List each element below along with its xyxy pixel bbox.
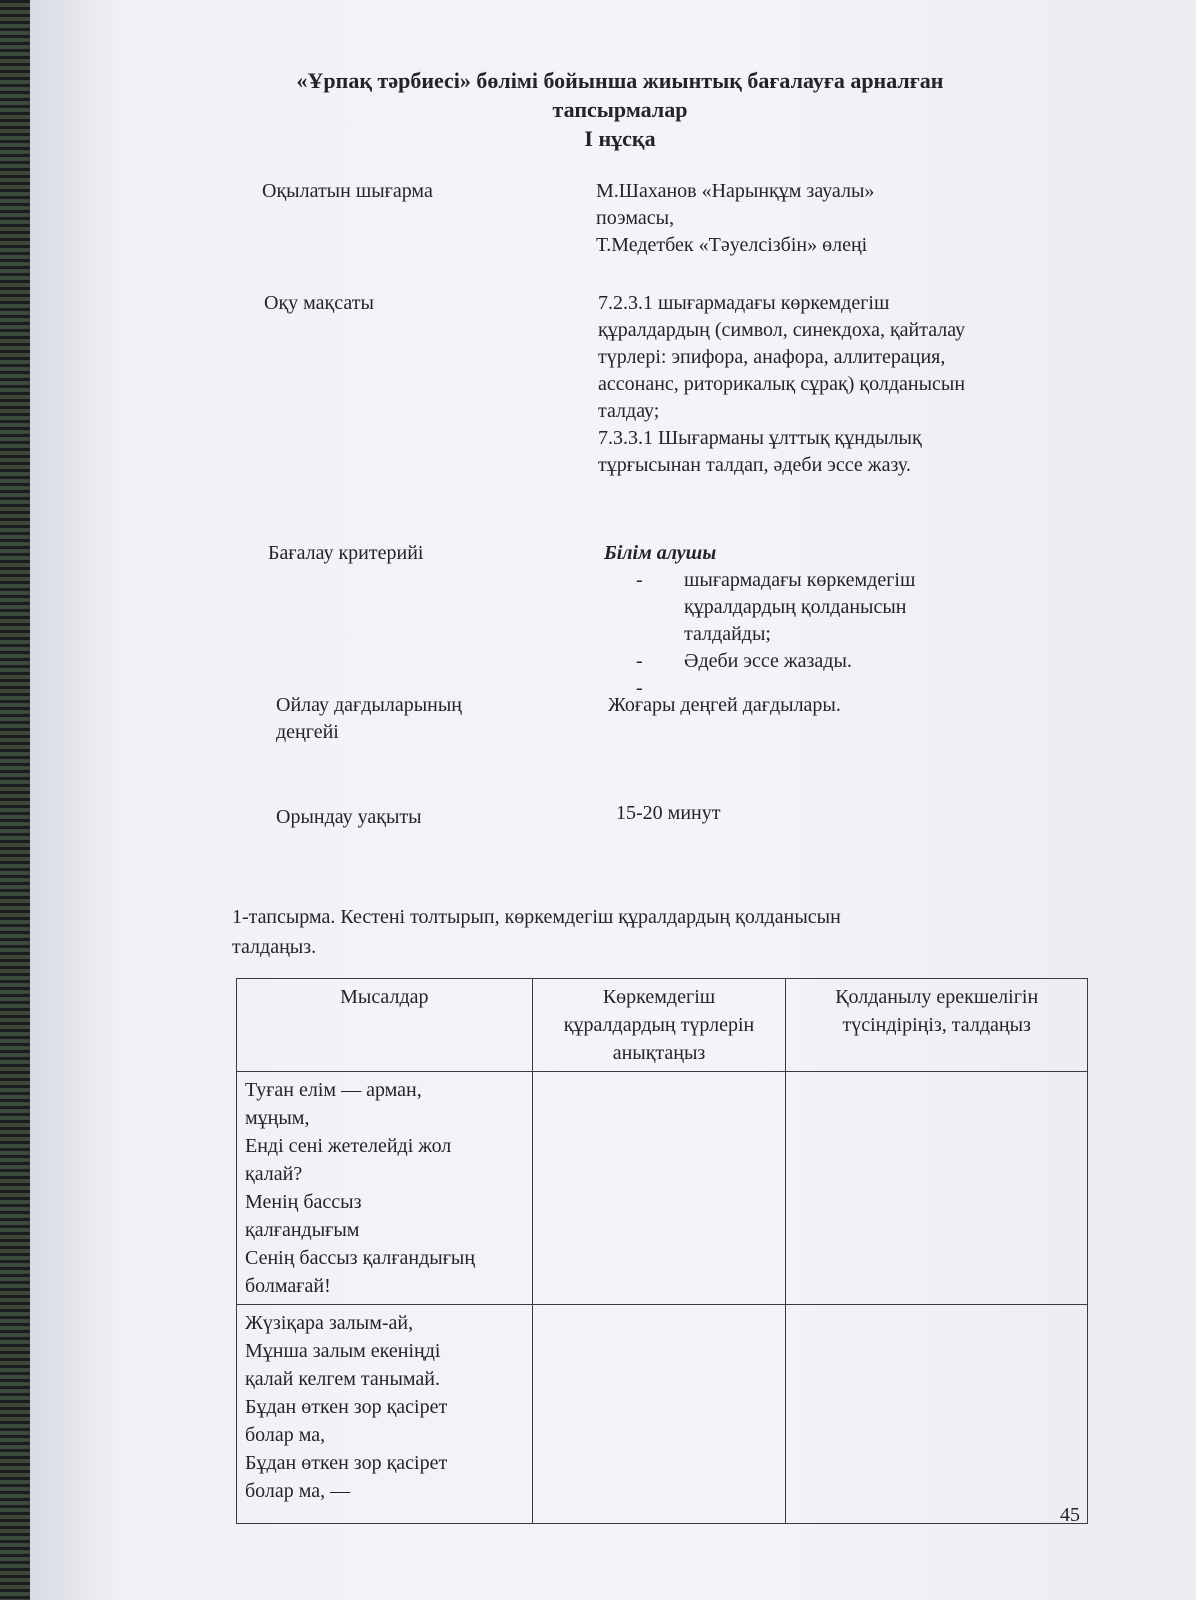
- work-line: Т.Медетбек «Тәуелсізбін» өлеңі: [596, 234, 868, 256]
- criteria-item: [636, 567, 915, 648]
- goal-line: түрлері: эпифора, анафора, аллитерация,: [598, 346, 946, 368]
- table-row: [237, 1072, 1088, 1305]
- header-line: Көркемдегіш: [602, 986, 716, 1008]
- work-line: поэмасы,: [596, 207, 675, 229]
- header-device-types: [532, 979, 786, 1072]
- time-value: 15-20 минут: [616, 802, 721, 824]
- poem-line: Мұнша залым екеніңді: [245, 1340, 441, 1362]
- poem-line: Бұдан өткен зор қасірет: [245, 1396, 448, 1418]
- header-line: Мысалдар: [340, 986, 429, 1008]
- goal-line: 7.2.3.1 шығармадағы көркемдегіш: [598, 292, 890, 314]
- thinking-value: Жоғары деңгей дағдылары.: [608, 694, 841, 716]
- criteria-item-line: шығармадағы көркемдегіш: [684, 569, 916, 591]
- header-line: түсіндіріңіз, талдаңыз: [842, 1014, 1031, 1036]
- poem-line: болмағай!: [245, 1275, 331, 1297]
- task-line-2: талдаңыз.: [232, 936, 317, 958]
- title-line-2: тапсырмалар: [552, 97, 688, 122]
- task-instruction: [232, 902, 992, 962]
- task-line-1: 1-тапсырма. Кестені толтырып, көркемдегіш құралдардың қолданысын: [232, 906, 841, 928]
- table-row: [237, 1305, 1088, 1524]
- example-cell: [237, 1072, 533, 1305]
- criteria-item-line: талдайды;: [684, 623, 771, 645]
- poem-line: мұңым,: [245, 1107, 310, 1129]
- work-line: М.Шаханов «Нарынқұм зауалы»: [596, 180, 875, 202]
- thinking-label: [276, 692, 462, 746]
- poem-line: Сенің бассыз қалғандығың: [245, 1247, 476, 1269]
- poem-line: қалай келгем танымай.: [245, 1368, 440, 1390]
- goal-label: Оқу мақсаты: [264, 292, 374, 314]
- work-value: [596, 178, 874, 259]
- criteria-item-line: құралдардың қолданысын: [684, 596, 907, 618]
- criteria-item: [636, 648, 915, 675]
- goal-line: тұрғысынан талдап, әдеби эссе жазу.: [598, 454, 911, 476]
- table-header-row: [237, 979, 1088, 1072]
- answer-cell-analysis[interactable]: [786, 1072, 1088, 1305]
- page-title: [230, 66, 1010, 153]
- criteria-item-line: Әдеби эссе жазады.: [684, 650, 852, 672]
- goal-line: құралдардың (символ, синекдоха, қайталау: [598, 319, 966, 341]
- work-label: Оқылатын шығарма: [262, 180, 433, 202]
- answer-cell-analysis[interactable]: [786, 1305, 1088, 1524]
- header-line: Қолданылу ерекшелігін: [835, 986, 1039, 1008]
- thinking-label-line: Ойлау дағдыларының: [276, 694, 462, 716]
- poem-line: Бұдан өткен зор қасірет: [245, 1452, 448, 1474]
- bullet-dash: -: [636, 569, 643, 591]
- goal-line: 7.3.3.1 Шығарманы ұлттық құндылық: [598, 427, 922, 449]
- criteria-label: Бағалау критерийі: [268, 542, 424, 564]
- header-examples: [237, 979, 533, 1072]
- poem-line: Туған елім — арман,: [245, 1079, 422, 1101]
- analysis-table: [236, 978, 1088, 1524]
- goal-value: [598, 290, 965, 479]
- criteria-list: [636, 567, 916, 699]
- bullet-dash: -: [636, 677, 643, 699]
- poem-line: болар ма, —: [245, 1480, 351, 1502]
- time-label: Орындау уақыты: [276, 806, 422, 828]
- thinking-label-line: деңгейі: [276, 721, 339, 743]
- header-line: құралдардың түрлерін: [563, 1014, 755, 1036]
- example-cell: [237, 1305, 533, 1524]
- header-usage-analysis: [786, 979, 1088, 1072]
- title-line-1: «Ұрпақ тәрбиесі» бөлімі бойынша жиынтық бағалауға арналған: [296, 68, 944, 93]
- goal-line: талдау;: [598, 400, 660, 422]
- criteria-value: [604, 540, 916, 699]
- bullet-dash: -: [636, 650, 643, 672]
- header-line: анықтаңыз: [612, 1042, 706, 1064]
- poem-line: қалай?: [245, 1163, 303, 1185]
- poem-line: Енді сені жетелейді жол: [245, 1135, 452, 1157]
- answer-cell-device-type[interactable]: [532, 1305, 786, 1524]
- goal-line: ассонанс, риторикалық сұрақ) қолданысын: [598, 373, 966, 395]
- title-line-3: I нұсқа: [584, 126, 656, 151]
- poem-line: Жүзіқара залым-ай,: [245, 1312, 414, 1334]
- poem-line: Менің бассыз: [245, 1191, 362, 1213]
- poem-line: болар ма,: [245, 1424, 326, 1446]
- poem-line: қалғандығым: [245, 1219, 360, 1241]
- answer-cell-device-type[interactable]: [532, 1072, 786, 1305]
- criteria-heading: Білім алушы: [604, 542, 717, 564]
- page-number: 45: [1060, 1504, 1080, 1526]
